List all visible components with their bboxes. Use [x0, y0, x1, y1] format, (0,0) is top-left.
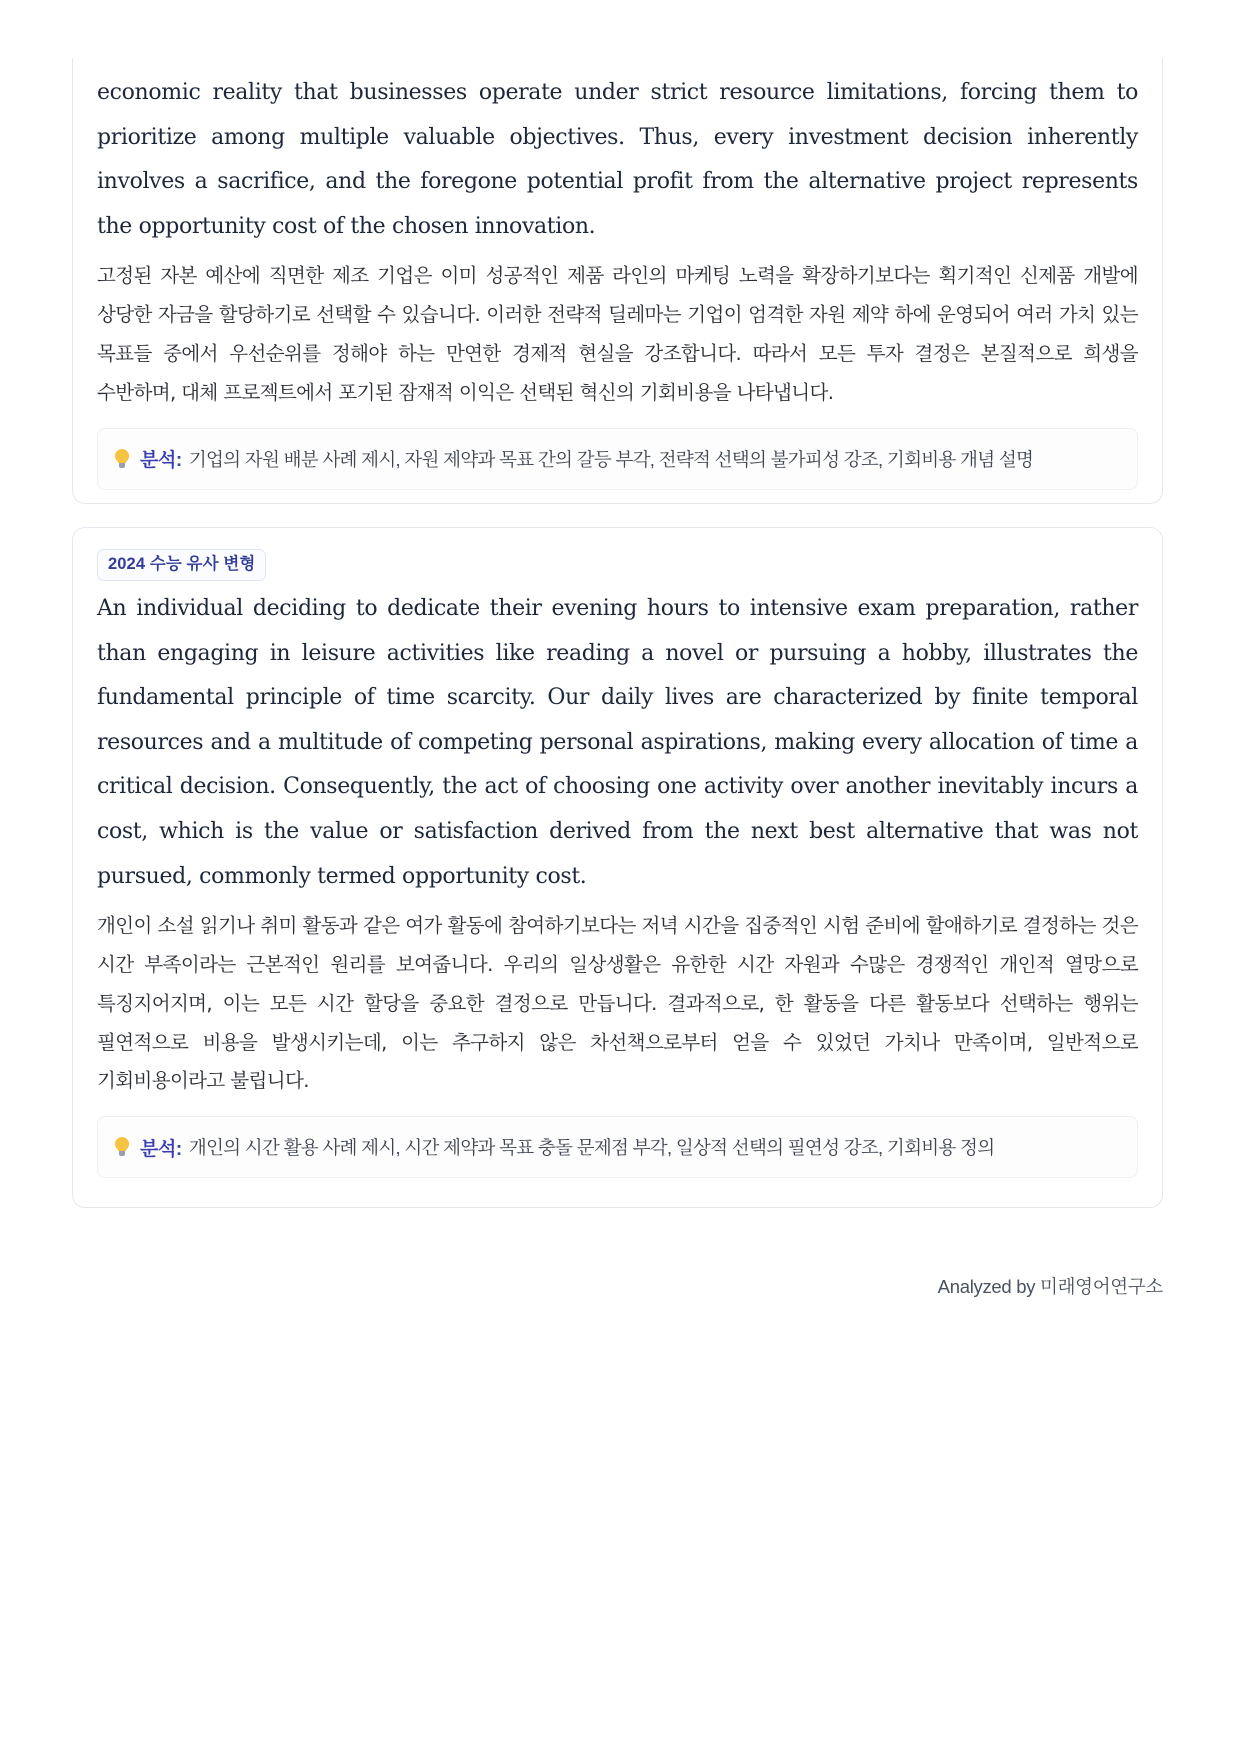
english-passage: economic reality that businesses operate under strict resource limitations, forcing them to prioritize among multiple valuable objectives. Thus, every investment decision inherently involves a sacrifice, and the foregone potential profit from the alternative project represents the opportunity cost of the chosen innovation. — [97, 80, 1138, 239]
lightbulb-icon — [114, 448, 130, 470]
analysis-label: 분석: — [140, 450, 182, 472]
analysis-label: 분석: — [140, 1138, 182, 1160]
analysis-box — [97, 428, 1138, 490]
lightbulb-icon — [114, 1136, 130, 1158]
korean-translation: 고정된 자본 예산에 직면한 제조 기업은 이미 성공적인 제품 라인의 마케팅 노력을 확장하기보다는 획기적인 신제품 개발에 상당한 자금을 할당하기로 선택할 수 있습니다. 이러한 전략적 딜레마는 기업이 엄격한 자원 제약 하에 운영되어 여러 가치 있는 목표들 중에서 우선순위를 정해야 하는 만연한 경제적 현실을 강조합니다. 따라서 모든 투자 결정은 본질적으로 희생을 수반하며, 대체 프로젝트에서 포기된 잠재적 이익은 선택된 혁신의 기회비용을 나타냅니다. — [97, 264, 1138, 404]
footer-credit: Analyzed by 미래영어연구소 — [937, 1276, 1163, 1297]
korean-translation: 개인이 소설 읽기나 취미 활동과 같은 여가 활동에 참여하기보다는 저녁 시간을 집중적인 시험 준비에 할애하기로 결정하는 것은 시간 부족이라는 근본적인 원리를 보여줍니다. 우리의 일상생활은 유한한 시간 자원과 수많은 경쟁적인 개인적 열망으로 특징지어지며, 이는 모든 시간 할당을 중요한 결정으로 만듭니다. 결과적으로, 한 활동을 다른 활동보다 선택하는 행위는 필연적으로 비용을 발생시키는데, 이는 추구하지 않은 차선책으로부터 얻을 수 있었던 가치나 만족이며, 일반적으로 기회비용이라고 불립니다. — [97, 914, 1138, 1093]
english-passage: An individual deciding to dedicate their evening hours to intensive exam preparation, rather than engaging in leisure activities like reading a novel or pursuing a hobby, illustrates the fundamental principle of time scarcity. Our daily lives are characterized by finite temporal resources and a multitude of competing personal aspirations, making every allocation of time a critical decision. Consequently, the act of choosing one activity over another inevitably incurs a cost, which is the value or satisfaction derived from the next best alternative that was not pursued, commonly termed opportunity cost. — [97, 596, 1138, 889]
analysis-text: 개인의 시간 활용 사례 제시, 시간 제약과 목표 충돌 문제점 부각, 일상적 선택의 필연성 강조, 기회비용 정의 — [188, 1137, 995, 1159]
exam-source-badge: 2024 수능 유사 변형 — [97, 549, 266, 581]
passage-card-2 — [72, 527, 1163, 1208]
passage-card-1 — [72, 58, 1163, 504]
analysis-box — [97, 1116, 1138, 1178]
analysis-text: 기업의 자원 배분 사례 제시, 자원 제약과 목표 간의 갈등 부각, 전략적 선택의 불가피성 강조, 기회비용 개념 설명 — [188, 448, 1034, 470]
